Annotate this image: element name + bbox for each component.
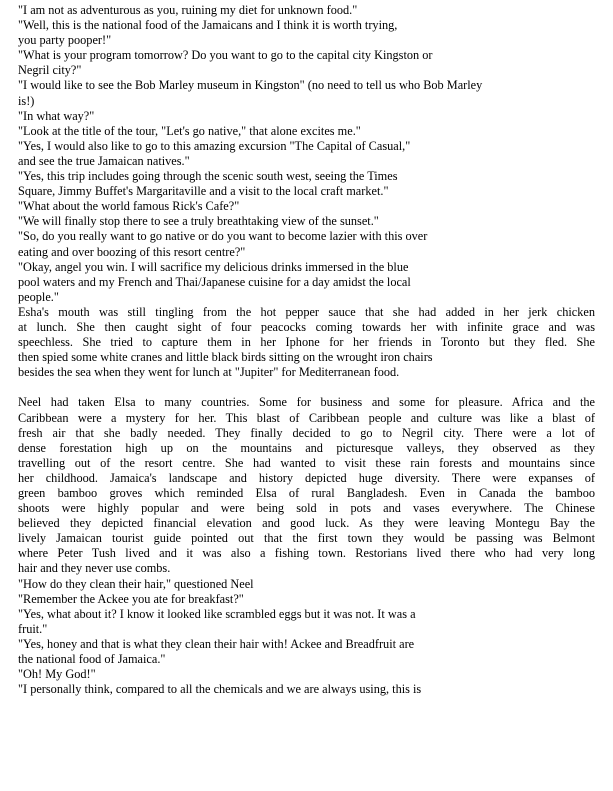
text-line: pool waters and my French and Thai/Japanese cuisine for a day amidst the local <box>18 274 411 289</box>
text-line: "Remember the Ackee you ate for breakfast?" <box>18 591 244 606</box>
text-line: shoots were highly popular and were being sold in pots and vases everywhere. The Chinese <box>18 501 595 516</box>
text-line: "Look at the title of the tour, "Let's go native," that alone excites me." <box>18 123 361 138</box>
text-line: the national food of Jamaica." <box>18 652 166 667</box>
text-line: lively Jamaican tourist guide pointed out that the first town they would be passing was Belmont <box>18 531 595 546</box>
text-line: "What about the world famous Rick's Cafe?" <box>18 199 240 214</box>
text-line: you party pooper!" <box>18 33 112 48</box>
text-line: fresh air that she badly needed. They finally decided to go to Negril city. There were a lot of <box>18 425 595 440</box>
text-line: Negril city?" <box>18 63 82 78</box>
text-line: at lunch. She then caught sight of four peacocks coming towards her with infinite grace and was <box>18 319 595 334</box>
text-line: besides the sea when they went for lunch at "Jupiter" for Mediterranean food. <box>18 365 400 380</box>
text-line: people." <box>18 289 59 304</box>
text-line: Neel had taken Elsa to many countries. Some for business and some for pleasure. Africa and the <box>18 395 595 410</box>
text-line: "What is your program tomorrow? Do you want to go to the capital city Kingston or <box>18 48 433 63</box>
paragraph-gap <box>18 380 595 395</box>
text-line: "Yes, this trip includes going through the scenic south west, seeing the Times <box>18 169 398 184</box>
text-line: "I am not as adventurous as you, ruining my diet for unknown food." <box>18 3 358 17</box>
text-line: "Okay, angel you win. I will sacrifice my delicious drinks immersed in the blue <box>18 259 409 274</box>
text-line: hair and they never use combs. <box>18 561 171 576</box>
text-line: "I personally think, compared to all the chemicals and we are always using, this is <box>18 682 422 697</box>
text-line: "Yes, I would also like to go to this amazing excursion "The Capital of Casual," <box>18 138 411 153</box>
text-line: "How do they clean their hair," questioned Neel <box>18 576 254 591</box>
text-line: green bamboo groves which reminded Elsa of rural Bangladesh. Even in Canada the bamboo <box>18 486 595 500</box>
text-line: Caribbean were a mystery for her. This blast of Caribbean people and culture was like a blast of <box>18 410 595 425</box>
text-line: eating and over boozing of this resort centre?" <box>18 244 246 259</box>
text-line: "So, do you really want to go native or do you want to become lazier with this over <box>18 229 428 244</box>
text-line: "Yes, what about it? I know it looked like scrambled eggs but it was not. It was a <box>18 606 416 621</box>
text-line: "Yes, honey and that is what they clean their hair with! Ackee and Breadfruit are <box>18 636 415 651</box>
text-line: where Peter Tush lived and it was also a fishing town. Restorians lived there who had very long <box>18 546 595 561</box>
text-line: believed they depicted financial elevation and good luck. As they were leaving Montegu Bay the <box>18 516 595 531</box>
text-line: "We will finally stop there to see a truly breathtaking view of the sunset." <box>18 214 379 229</box>
text-line: "I would like to see the Bob Marley museum in Kingston" (no need to tell us who Bob Marley <box>18 78 483 93</box>
text-line: then spied some white cranes and little black birds sitting on the wrought iron chairs <box>18 350 433 365</box>
text-line: dense forestation high up on the mountains and picturesque valleys, they observed as they <box>18 440 595 455</box>
text-line: "Well, this is the national food of the Jamaicans and I think it is worth trying, <box>18 18 398 33</box>
text-line: and see the true Jamaican natives." <box>18 153 190 168</box>
text-line: fruit." <box>18 621 48 636</box>
text-line: "Oh! My God!" <box>18 667 96 682</box>
text-line: is!) <box>18 93 35 108</box>
text-line: Square, Jimmy Buffet's Margaritaville and a visit to the local craft market." <box>18 184 389 199</box>
text-line: travelling out of the resort centre. She had wanted to visit these rain forests and mountains since <box>18 455 595 470</box>
text-line: Esha's mouth was still tingling from the hot pepper sauce that she had added in her jerk chicken <box>18 304 595 319</box>
text-line: "In what way?" <box>18 108 95 123</box>
text-line: speechless. She tried to capture them in her Iphone for her friends in Toronto but they fled. She <box>18 335 595 350</box>
text-line: her childhood. Jamaica's landscape and history depicted huge diversity. There were expanses of <box>18 470 595 485</box>
